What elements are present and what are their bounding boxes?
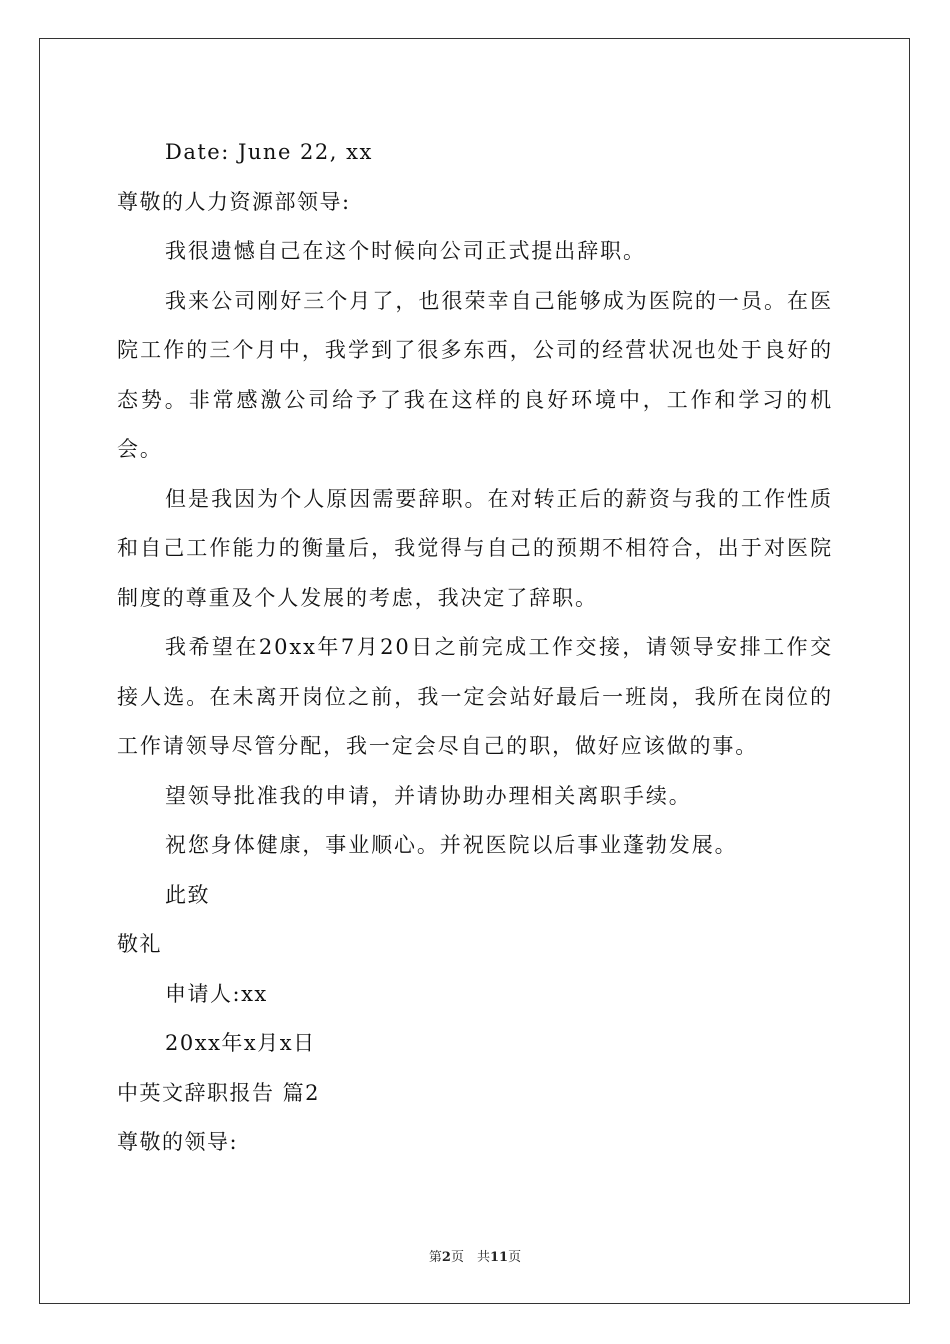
letter-body xyxy=(117,128,833,1168)
paragraph-4: 我希望在20xx年7月20日之前完成工作交接，请领导安排工作交接人选。在未离开岗位之前，我一定会站好最后一班岗，我所在岗位的工作请领导尽管分配，我一定会尽自己的职，做好应该做的事。 xyxy=(117,635,833,758)
closing-line-1: 此致 xyxy=(165,882,210,907)
salutation: 尊敬的人力资源部领导: xyxy=(117,189,351,214)
footer-mid: 页 共 xyxy=(450,1250,490,1265)
footer-page-current: 2 xyxy=(441,1250,451,1265)
sign-date-line: 20xx年x月x日 xyxy=(165,1031,316,1055)
salutation-2: 尊敬的领导: xyxy=(117,1130,239,1154)
paragraph-3: 但是我因为个人原因需要辞职。在对转正后的薪资与我的工作性质和自己工作能力的衡量后，我觉得与自己的预期不相符合，出于对医院制度的尊重及个人发展的考虑，我决定了辞职。 xyxy=(117,486,833,610)
footer-page-total: 11 xyxy=(489,1250,509,1265)
paragraph-1: 我很遗憾自己在这个时候向公司正式提出辞职。 xyxy=(165,239,646,263)
footer-prefix: 第 xyxy=(428,1250,442,1265)
page-footer xyxy=(0,1246,950,1265)
applicant-line: 申请人:xx xyxy=(165,981,268,1006)
date-line: Date: June 22, xx xyxy=(165,140,373,164)
paragraph-6: 祝您身体健康，事业顺心。并祝医院以后事业蓬勃发展。 xyxy=(165,833,738,857)
paragraph-5: 望领导批准我的申请，并请协助办理相关离职手续。 xyxy=(165,783,692,808)
closing-line-2: 敬礼 xyxy=(117,932,162,956)
paragraph-2: 我来公司刚好三个月了，也很荣幸自己能够成为医院的一员。在医院工作的三个月中，我学到了很多东西，公司的经营状况也处于良好的态势。非常感激公司给予了我在这样的良好环境中，工作和学习的机会。 xyxy=(117,288,833,461)
footer-suffix: 页 xyxy=(508,1250,522,1265)
section-title: 中英文辞职报告 篇2 xyxy=(117,1080,321,1105)
